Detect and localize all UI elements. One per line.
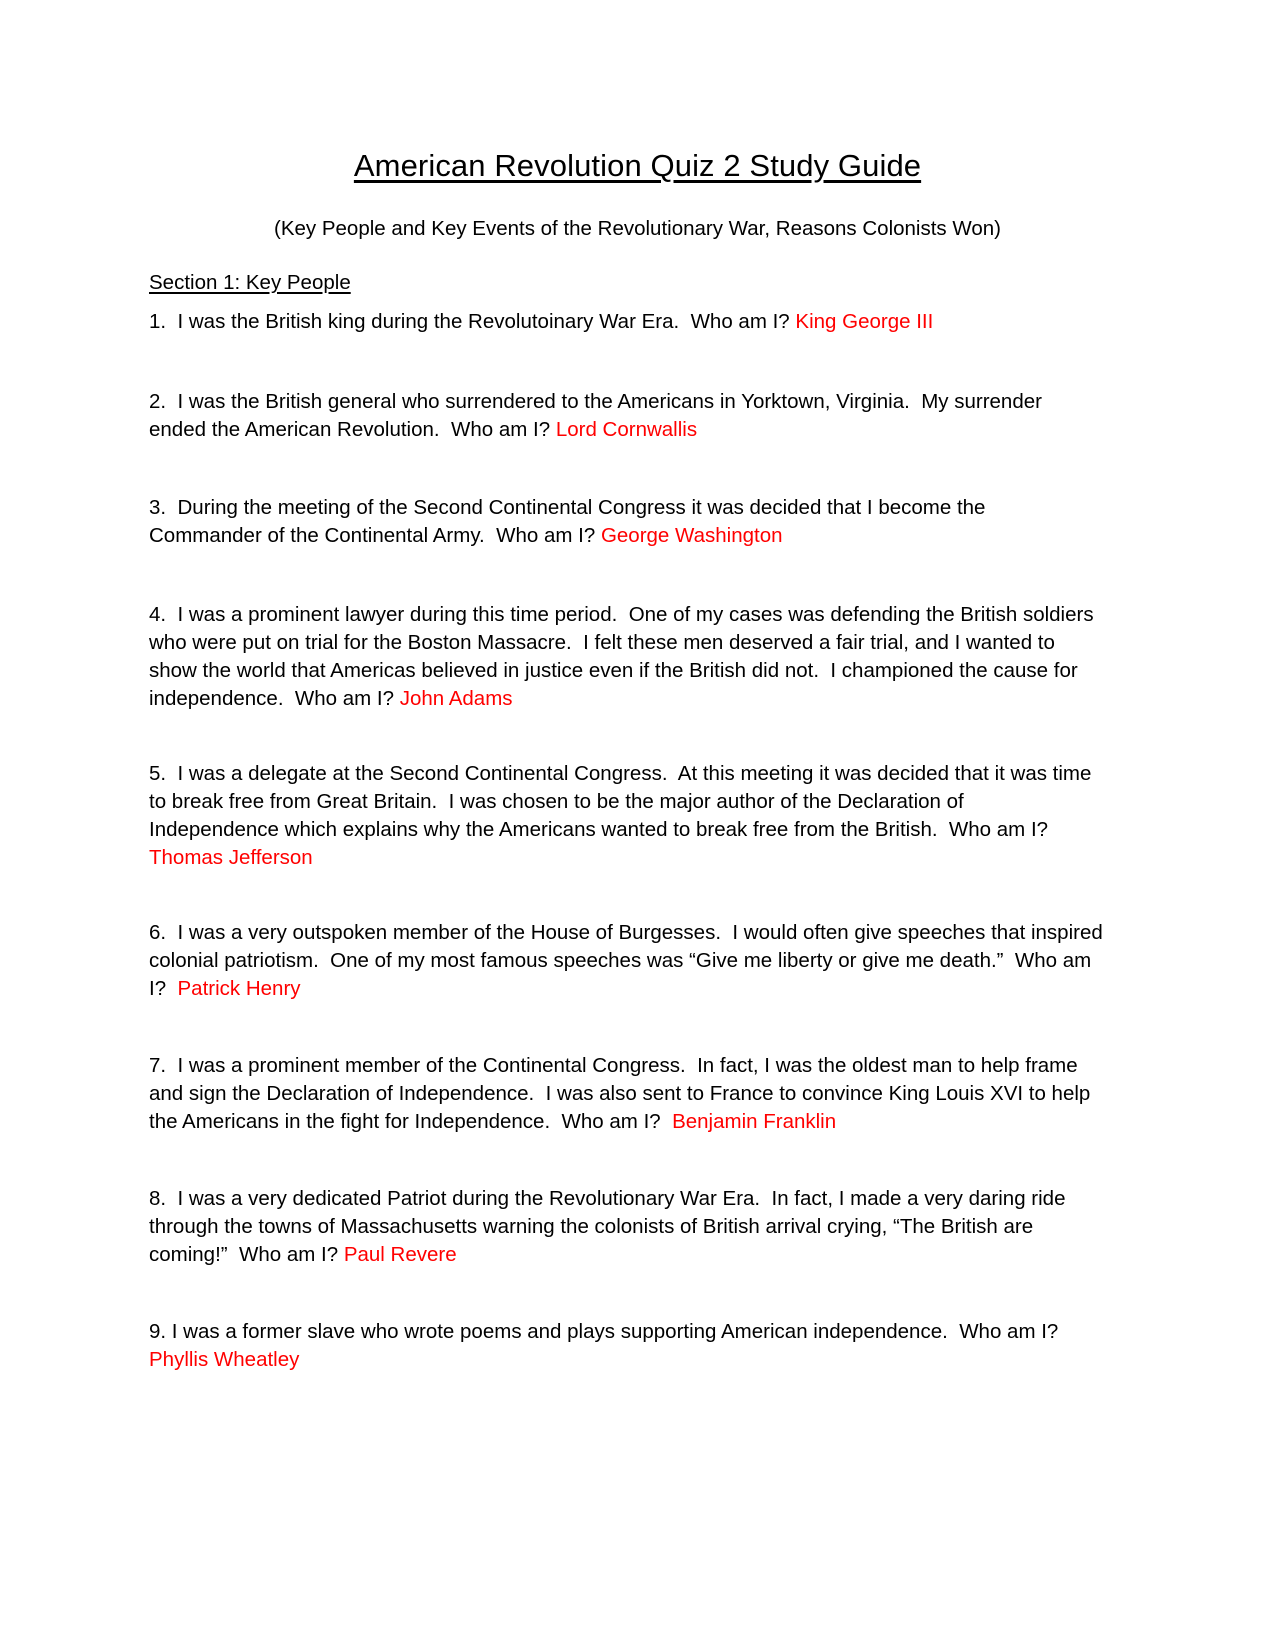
answer-text: King George III bbox=[795, 310, 934, 333]
answer-text: George Washington bbox=[600, 524, 783, 547]
question-2 bbox=[149, 388, 1149, 444]
question-text: 7. I was a prominent member of the Continental Congress. In fact, I was the oldest man to help frame and sign the Declaration of Independence. I was also sent to France to convince King Louis XVI to help the Americans in the fight for Independence. Who am I? bbox=[149, 1054, 1091, 1133]
answer-text: Phyllis Wheatley bbox=[149, 1348, 300, 1371]
question-text: 6. I was a very outspoken member of the House of Burgesses. I would often give speeches that inspired colonial patriotism. One of my most famous speeches was “Give me liberty or give me death.” Who am I? bbox=[149, 921, 1103, 1000]
question-5 bbox=[149, 760, 1149, 872]
question-9 bbox=[149, 1318, 1149, 1374]
question-text: 8. I was a very dedicated Patriot during the Revolutionary War Era. In fact, I made a very daring ride through the towns of Massachusetts warning the colonists of British arrival crying, “The British are coming!” Who am I? bbox=[149, 1187, 1066, 1266]
question-text: 4. I was a prominent lawyer during this time period. One of my cases was defending the British soldiers who were put on trial for the Boston Massacre. I felt these men deserved a fair trial, and I wanted to show the world that Americas believed in justice even if the British did not. I championed the cause for independence. Who am I? bbox=[149, 603, 1094, 710]
section-heading: Section 1: Key People bbox=[149, 271, 351, 294]
question-text: 9. I was a former slave who wrote poems and plays supporting American independence. Who am I? bbox=[149, 1320, 1059, 1343]
question-text: 5. I was a delegate at the Second Continental Congress. At this meeting it was decided that it was time to break free from Great Britain. I was chosen to be the major author of the Declaration of Independence which explains why the Americans wanted to break free from the British. Who am I? bbox=[149, 762, 1092, 841]
answer-text: Paul Revere bbox=[343, 1243, 457, 1266]
answer-text: Benjamin Franklin bbox=[672, 1110, 837, 1133]
question-4 bbox=[149, 601, 1149, 713]
page-subtitle: (Key People and Key Events of the Revolutionary War, Reasons Colonists Won) bbox=[274, 217, 1001, 240]
page-title: American Revolution Quiz 2 Study Guide bbox=[353, 148, 922, 183]
question-8 bbox=[149, 1185, 1149, 1269]
answer-text: Thomas Jefferson bbox=[149, 846, 313, 869]
question-text: 2. I was the British general who surrendered to the Americans in Yorktown, Virginia. My surrender ended the American Revolution. Who am I? bbox=[149, 390, 1042, 441]
question-6 bbox=[149, 919, 1149, 1003]
question-text: 3. During the meeting of the Second Continental Congress it was decided that I become the Commander of the Continental Army. Who am I? bbox=[149, 496, 986, 547]
answer-text: John Adams bbox=[399, 687, 513, 710]
question-7 bbox=[149, 1052, 1149, 1136]
question-text: 1. I was the British king during the Revolutoinary War Era. Who am I? bbox=[149, 310, 796, 333]
question-1 bbox=[149, 308, 1149, 336]
answer-text: Lord Cornwallis bbox=[555, 418, 698, 441]
question-3 bbox=[149, 494, 1149, 550]
answer-text: Patrick Henry bbox=[177, 977, 301, 1000]
